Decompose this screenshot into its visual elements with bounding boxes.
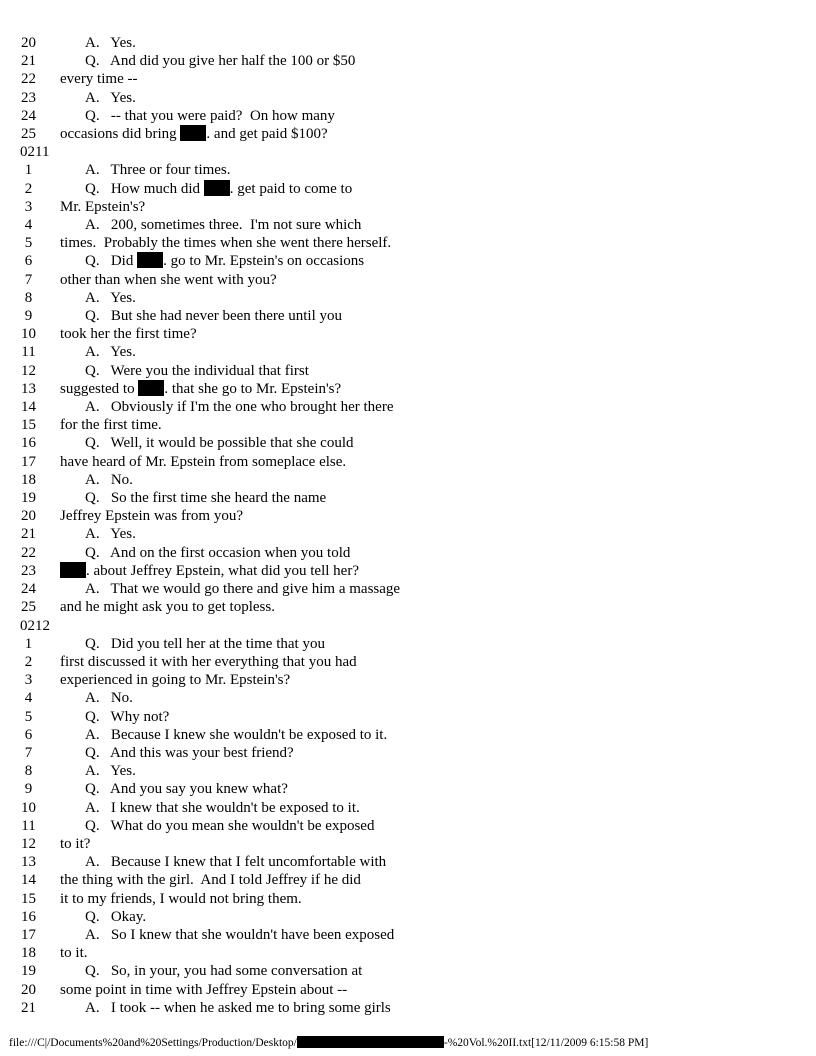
- transcript-line: [20, 871, 780, 889]
- line-text: Q. Well, it would be possible that she could: [85, 435, 354, 452]
- line-text: for the first time.: [60, 417, 162, 434]
- line-text: A. Yes.: [85, 89, 136, 106]
- line-text: A. No.: [85, 471, 133, 488]
- transcript-line: [20, 325, 780, 343]
- transcript-line: [20, 289, 780, 307]
- line-number: 1: [24, 635, 33, 652]
- transcript-line: [20, 52, 780, 70]
- line-text: A. 200, sometimes three. I'm not sure which: [85, 217, 362, 234]
- line-text: and he might ask you to get topless.: [60, 599, 275, 616]
- line-number: 14: [21, 399, 36, 416]
- transcript-line: [20, 853, 780, 871]
- line-number: 21: [21, 53, 36, 70]
- transcript-line: [20, 271, 780, 289]
- line-number: 21: [21, 526, 36, 543]
- line-number: 11: [21, 817, 36, 834]
- transcript-line: [20, 635, 780, 653]
- line-text: A. I knew that she wouldn't be exposed to it.: [85, 799, 360, 816]
- line-number: 22: [21, 544, 36, 561]
- transcript-line: [20, 507, 780, 525]
- line-text: A. So I knew that she wouldn't have been exposed: [85, 926, 395, 943]
- line-text: every time --: [60, 71, 138, 88]
- transcript-line: [20, 890, 780, 908]
- transcript-line: [20, 780, 780, 798]
- line-number: 5: [24, 708, 33, 725]
- line-text: Q. How much did . get paid to come to: [85, 180, 353, 197]
- line-text: Q. Why not?: [85, 708, 170, 725]
- transcript-line: [20, 398, 780, 416]
- line-text: A. Yes.: [85, 289, 136, 306]
- line-number: 4: [24, 217, 33, 234]
- redaction-box: [204, 180, 230, 196]
- transcript-line: [20, 817, 780, 835]
- transcript-line: [20, 708, 780, 726]
- line-number: 10: [21, 326, 36, 343]
- line-text: it to my friends, I would not bring them.: [60, 890, 302, 907]
- line-text: A. Obviously if I'm the one who brought her there: [85, 399, 394, 416]
- line-number: 8: [24, 763, 33, 780]
- transcript-line: [20, 343, 780, 361]
- transcript-line: [20, 216, 780, 234]
- transcript-line: [20, 307, 780, 325]
- transcript-line: [20, 981, 780, 999]
- line-number: 7: [24, 744, 33, 761]
- line-text: times. Probably the times when she went there herself.: [60, 235, 392, 252]
- line-text: other than when she went with you?: [60, 271, 277, 288]
- transcript-line: [20, 89, 780, 107]
- transcript-line: [20, 671, 780, 689]
- line-text: Mr. Epstein's?: [60, 198, 146, 215]
- line-text: A. Yes.: [85, 763, 136, 780]
- transcript-line: [20, 962, 780, 980]
- line-number: 24: [21, 107, 36, 124]
- transcript-body: [20, 34, 780, 1017]
- transcript-line: [20, 70, 780, 88]
- transcript-line: [20, 234, 780, 252]
- line-number: 20: [21, 35, 36, 51]
- line-text: Q. Did . go to Mr. Epstein's on occasions: [85, 253, 365, 270]
- line-number: 17: [21, 926, 36, 943]
- line-number: 18: [21, 945, 36, 962]
- line-number: 10: [21, 799, 36, 816]
- line-number: 13: [21, 380, 36, 397]
- line-number: 3: [24, 672, 33, 689]
- line-number: 14: [21, 872, 36, 889]
- transcript-line: [20, 180, 780, 198]
- line-text: A. Yes.: [85, 35, 136, 51]
- line-number: 18: [21, 471, 36, 488]
- transcript-line: [20, 416, 780, 434]
- redaction-box: [297, 1036, 444, 1048]
- transcript-line: [20, 380, 780, 398]
- line-text: to it.: [60, 945, 88, 962]
- line-number: 22: [21, 71, 36, 88]
- transcript-line: [20, 562, 780, 580]
- transcript-line: [20, 726, 780, 744]
- transcript-line: [20, 453, 780, 471]
- line-text: first discussed it with her everything that you had: [60, 653, 357, 670]
- line-number: 21: [21, 999, 36, 1016]
- line-number: 6: [24, 726, 33, 743]
- line-text: suggested to . that she go to Mr. Epstein's?: [60, 380, 342, 397]
- transcript-line: [20, 107, 780, 125]
- line-number: 9: [24, 781, 33, 798]
- transcript-line: [20, 362, 780, 380]
- redaction-box: [137, 252, 163, 268]
- transcript-line: [20, 762, 780, 780]
- line-text: Q. And did you give her half the 100 or $50: [85, 53, 356, 70]
- line-text: Q. So, in your, you had some conversation at: [85, 963, 363, 980]
- line-number: 4: [24, 690, 33, 707]
- line-text: Q. Did you tell her at the time that you: [85, 635, 325, 652]
- line-number: 17: [21, 453, 36, 470]
- line-text: Q. But she had never been there until you: [85, 308, 343, 325]
- line-number: 23: [21, 89, 36, 106]
- transcript-line: [20, 580, 780, 598]
- line-text: Q. So the first time she heard the name: [85, 490, 327, 507]
- line-number: 15: [21, 890, 36, 907]
- transcript-line: [20, 252, 780, 270]
- transcript-line: [20, 799, 780, 817]
- line-text: A. That we would go there and give him a massage: [85, 581, 401, 598]
- line-number: 2: [24, 180, 33, 197]
- footer-path-prefix: file:///C|/Documents%20and%20Settings/Production/Desktop/: [9, 1037, 297, 1049]
- line-text: A. Three or four times.: [85, 162, 231, 179]
- line-number: 19: [21, 963, 36, 980]
- redaction-box: [180, 125, 206, 141]
- line-text: Q. Were you the individual that first: [85, 362, 309, 379]
- line-text: A. Yes.: [85, 344, 136, 361]
- transcript-line: [20, 598, 780, 616]
- redaction-box: [60, 562, 86, 578]
- line-text: A. Because I knew that I felt uncomfortable with: [85, 854, 387, 871]
- line-number: 25: [21, 599, 36, 616]
- transcript-line: [20, 744, 780, 762]
- line-number: 12: [21, 362, 36, 379]
- transcript-line: [20, 471, 780, 489]
- transcript-line: [20, 999, 780, 1017]
- line-number: 16: [21, 908, 36, 925]
- footer-path-suffix: -%20Vol.%20II.txt[12/11/2009 6:15:58 PM]: [443, 1037, 649, 1049]
- transcript-line: [20, 908, 780, 926]
- line-text: Q. Okay.: [85, 908, 147, 925]
- line-number: 6: [24, 253, 33, 270]
- line-number: 1: [24, 162, 33, 179]
- transcript-line: [20, 34, 780, 52]
- line-number: 16: [21, 435, 36, 452]
- transcript-line: [20, 835, 780, 853]
- line-number: 7: [24, 271, 33, 288]
- transcript-line: [20, 434, 780, 452]
- transcript-line: [20, 489, 780, 507]
- line-text: Q. And you say you knew what?: [85, 781, 288, 798]
- page-number: 0211: [20, 144, 50, 161]
- footer-file-path: [9, 1036, 648, 1050]
- transcript-line: [20, 525, 780, 543]
- transcript-line: [20, 125, 780, 143]
- line-number: 13: [21, 854, 36, 871]
- line-text: some point in time with Jeffrey Epstein about --: [60, 981, 348, 998]
- page-number-line: [20, 143, 780, 161]
- transcript-line: [20, 653, 780, 671]
- line-text: Jeffrey Epstein was from you?: [60, 508, 244, 525]
- line-number: 23: [21, 562, 36, 579]
- line-text: A. No.: [85, 690, 133, 707]
- line-number: 5: [24, 235, 33, 252]
- transcript-line: [20, 544, 780, 562]
- line-text: Q. What do you mean she wouldn't be exposed: [85, 817, 375, 834]
- line-text: have heard of Mr. Epstein from someplace else.: [60, 453, 347, 470]
- line-text: Q. And this was your best friend?: [85, 744, 294, 761]
- line-number: 2: [24, 653, 33, 670]
- line-text: the thing with the girl. And I told Jeffrey if he did: [60, 872, 361, 889]
- line-text: Q. And on the first occasion when you told: [85, 544, 351, 561]
- transcript-line: [20, 161, 780, 179]
- line-number: 9: [24, 308, 33, 325]
- line-number: 24: [21, 581, 36, 598]
- line-text: A. I took -- when he asked me to bring some girls: [85, 999, 391, 1016]
- transcript-line: [20, 198, 780, 216]
- line-number: 3: [24, 198, 33, 215]
- line-number: 8: [24, 289, 33, 306]
- redaction-box: [138, 380, 164, 396]
- page-number: 0212: [20, 617, 50, 634]
- line-text: Q. -- that you were paid? On how many: [85, 107, 335, 124]
- transcript-line: [20, 944, 780, 962]
- line-text: occasions did bring . and get paid $100?: [60, 126, 328, 143]
- line-number: 19: [21, 490, 36, 507]
- transcript-line: [20, 689, 780, 707]
- line-number: 20: [21, 981, 36, 998]
- line-text: to it?: [60, 835, 91, 852]
- line-text: experienced in going to Mr. Epstein's?: [60, 672, 291, 689]
- line-number: 12: [21, 835, 36, 852]
- line-number: 15: [21, 417, 36, 434]
- line-text: . about Jeffrey Epstein, what did you tell her?: [60, 562, 359, 580]
- line-text: A. Because I knew she wouldn't be exposed to it.: [85, 726, 388, 743]
- line-number: 11: [21, 344, 36, 361]
- line-number: 20: [21, 508, 36, 525]
- page-number-line: [20, 617, 780, 635]
- line-text: took her the first time?: [60, 326, 197, 343]
- transcript-line: [20, 926, 780, 944]
- line-text: A. Yes.: [85, 526, 136, 543]
- line-number: 25: [21, 126, 36, 143]
